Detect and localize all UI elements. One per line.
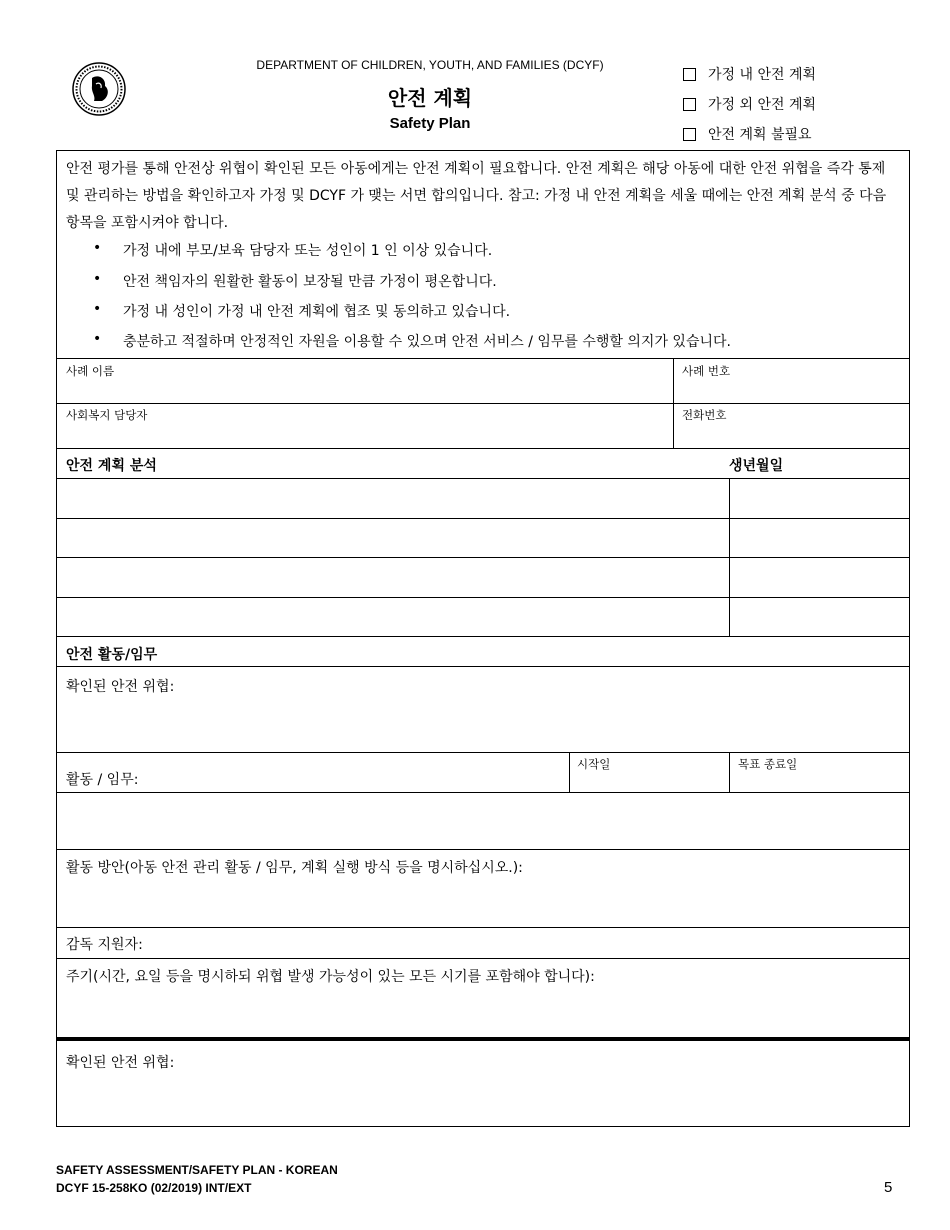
divider xyxy=(57,958,909,959)
social-worker-label: 사회복지 담당자 xyxy=(66,408,148,422)
analysis-row-field[interactable] xyxy=(66,524,725,552)
identified-threat-label: 확인된 안전 위협: xyxy=(66,1055,175,1071)
dob-row-field[interactable] xyxy=(737,564,906,592)
divider xyxy=(57,666,909,667)
start-date-field[interactable] xyxy=(577,771,726,791)
checkbox-box[interactable] xyxy=(683,128,696,141)
intro-bullet: • 안전 책임자의 원활한 활동이 보장될 만큼 가정이 평온합니다. xyxy=(93,271,497,290)
checkbox-box[interactable] xyxy=(683,98,696,111)
frequency-field[interactable] xyxy=(66,988,905,1036)
divider xyxy=(57,927,909,928)
checkbox-label: 안전 계획 불필요 xyxy=(708,127,812,143)
section-divider-thick xyxy=(57,1037,909,1041)
divider xyxy=(57,478,909,479)
activities-heading: 안전 활동/임무 xyxy=(66,647,158,663)
divider xyxy=(57,518,909,519)
divider xyxy=(57,792,909,793)
analysis-row-field[interactable] xyxy=(66,485,725,513)
task-label: 활동 / 임무: xyxy=(66,772,139,788)
footer-form-code: DCYF 15-258KO (02/2019) INT/EXT xyxy=(56,1181,252,1195)
state-seal-logo xyxy=(72,62,126,116)
case-name-field[interactable] xyxy=(66,379,670,403)
case-name-label: 사례 이름 xyxy=(66,364,115,378)
analysis-row-field[interactable] xyxy=(66,564,725,592)
checkbox-label: 가정 내 안전 계획 xyxy=(708,67,817,83)
phone-label: 전화번호 xyxy=(682,408,727,422)
supervisor-field[interactable] xyxy=(167,932,906,956)
footer-form-title: SAFETY ASSESSMENT/SAFETY PLAN - KOREAN xyxy=(56,1163,338,1177)
dob-row-field[interactable] xyxy=(737,603,906,631)
phone-field[interactable] xyxy=(682,423,906,447)
action-plan-field[interactable] xyxy=(66,879,905,929)
identified-threat-label: 확인된 안전 위협: xyxy=(66,679,175,695)
dob-row-field[interactable] xyxy=(737,485,906,513)
analysis-row-field[interactable] xyxy=(66,603,725,631)
frequency-label: 주기(시간, 요일 등을 명시하되 위협 발생 가능성이 있는 모든 시기를 포함해야 합니다): xyxy=(66,969,595,985)
dob-row-field[interactable] xyxy=(737,524,906,552)
divider xyxy=(57,403,909,404)
target-end-date-label: 목표 종료일 xyxy=(738,757,798,771)
identified-threat-field[interactable] xyxy=(66,1074,905,1126)
divider xyxy=(57,557,909,558)
divider xyxy=(569,752,570,792)
case-number-field[interactable] xyxy=(682,379,906,403)
action-plan-label: 활동 방안(아동 안전 관리 활동 / 임무, 계획 실행 방식 등을 명시하십시오.): xyxy=(66,860,523,876)
checkbox-in-home-plan[interactable] xyxy=(683,64,816,84)
safety-plan-form xyxy=(56,150,910,1127)
task-field[interactable] xyxy=(66,797,905,849)
divider xyxy=(57,597,909,598)
intro-bullet: • 가정 내 성인이 가정 내 안전 계획에 협조 및 동의하고 있습니다. xyxy=(93,301,511,320)
dob-heading: 생년월일 xyxy=(729,458,784,474)
target-end-date-field[interactable] xyxy=(738,771,907,791)
divider xyxy=(57,636,909,637)
department-name: DEPARTMENT OF CHILDREN, YOUTH, AND FAMILIES (DCYF) xyxy=(256,58,604,72)
page-title-korean: 안전 계획 xyxy=(387,86,473,110)
intro-bullet: • 충분하고 적절하며 안정적인 자원을 이용할 수 있으며 안전 서비스 / 임무를 수행할 의지가 있습니다. xyxy=(93,331,731,350)
case-number-label: 사례 번호 xyxy=(682,364,731,378)
divider xyxy=(729,752,730,792)
page-number: 5 xyxy=(884,1179,893,1196)
page-title-english: Safety Plan xyxy=(389,115,471,132)
divider xyxy=(57,752,909,753)
checkbox-label: 가정 외 안전 계획 xyxy=(708,97,817,113)
supervisor-label: 감독 지원자: xyxy=(66,937,143,953)
divider xyxy=(57,849,909,850)
start-date-label: 시작일 xyxy=(577,757,611,771)
intro-paragraph: 안전 평가를 통해 안전상 위협이 확인된 모든 아동에게는 안전 계획이 필요합니다. 안전 계획은 해당 아동에 대한 안전 위협을 즉각 통제 및 관리하는 방법을 확인하고자 가정 및 DCYF 가 맺는 서면 합의입니다. 참고: 가정 내 안전 계획을 세울 때에는 안전 계획 분석 중 다음 항목을 포함시켜야 합니다. xyxy=(66,161,887,231)
identified-threat-field[interactable] xyxy=(66,697,905,753)
checkbox-no-plan-needed[interactable] xyxy=(683,124,812,144)
divider xyxy=(57,358,909,359)
analysis-heading: 안전 계획 분석 xyxy=(66,458,157,474)
divider xyxy=(57,448,909,449)
intro-bullet: • 가정 내에 부모/보육 담당자 또는 성인이 1 인 이상 있습니다. xyxy=(93,240,493,259)
social-worker-field[interactable] xyxy=(66,423,670,447)
checkbox-box[interactable] xyxy=(683,68,696,81)
checkbox-out-of-home-plan[interactable] xyxy=(683,94,816,114)
